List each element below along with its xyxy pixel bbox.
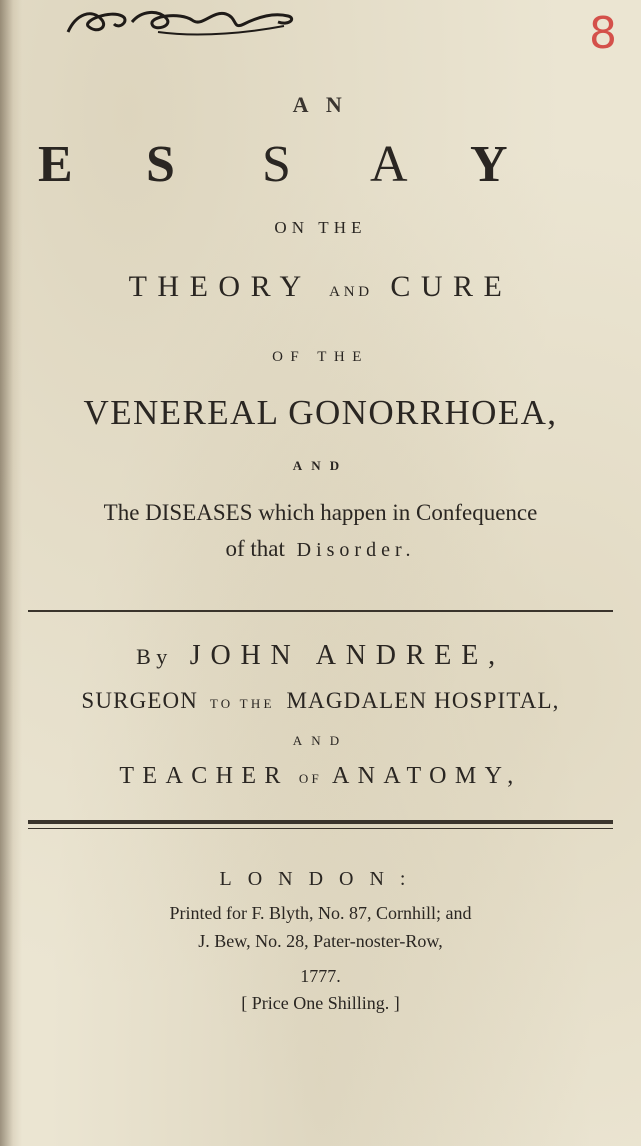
author-teacher-line — [0, 763, 641, 790]
essay-letter: A — [370, 136, 408, 193]
author-teacher: TEACHER — [119, 763, 289, 789]
title-and-small: AND — [329, 284, 373, 300]
title-diseases-line2-pre: of that — [225, 536, 285, 561]
author-hospital: MAGDALEN HOSPITAL, — [286, 688, 560, 713]
imprint-price: [ Price One Shilling. ] — [241, 993, 400, 1013]
essay-letter: S — [146, 136, 175, 193]
title-and: AND — [292, 458, 349, 473]
title-an: A N — [292, 92, 349, 117]
page-number: 8 — [589, 8, 617, 59]
author-position-line — [0, 688, 641, 714]
title-of-the: OF THE — [272, 349, 369, 365]
author-and: AND — [292, 733, 349, 748]
imprint-printed-line1: Printed for F. Blyth, No. 87, Cornhill; and — [169, 903, 472, 923]
title-cure: CURE — [390, 270, 513, 303]
title-venereal-gonorrhoea: VENEREAL GONORRHOEA, — [83, 393, 558, 432]
title-diseases-line2 — [0, 536, 641, 562]
imprint-year: 1777. — [300, 966, 341, 986]
imprint-london: LONDON: — [219, 868, 422, 890]
divider-rule-top — [28, 610, 613, 612]
author-surgeon: SURGEON — [81, 688, 199, 713]
author-anatomy: ANATOMY, — [331, 763, 522, 789]
title-on-the: ON THE — [274, 218, 367, 237]
title-diseases-line1: The DISEASES which happen in Confequence — [103, 500, 538, 525]
title-theory-and-cure — [0, 270, 641, 304]
essay-letter: S — [262, 136, 291, 193]
author-line — [0, 640, 641, 672]
handwritten-signature — [62, 2, 300, 40]
author-to-the: TO THE — [209, 696, 275, 711]
divider-rule-bottom-thin — [28, 828, 613, 829]
title-theory: THEORY — [128, 270, 312, 303]
title-disorder: Disorder. — [296, 539, 416, 561]
title-essay — [0, 135, 641, 195]
essay-letter: Y — [470, 136, 508, 193]
author-of: OF — [298, 771, 322, 786]
divider-rule-bottom — [28, 820, 613, 824]
author-by: By — [136, 644, 173, 669]
author-name: JOHN ANDREE, — [189, 640, 505, 671]
imprint-printed-line2: J. Bew, No. 28, Pater-noster-Row, — [198, 931, 443, 951]
essay-letter: E — [38, 136, 73, 193]
